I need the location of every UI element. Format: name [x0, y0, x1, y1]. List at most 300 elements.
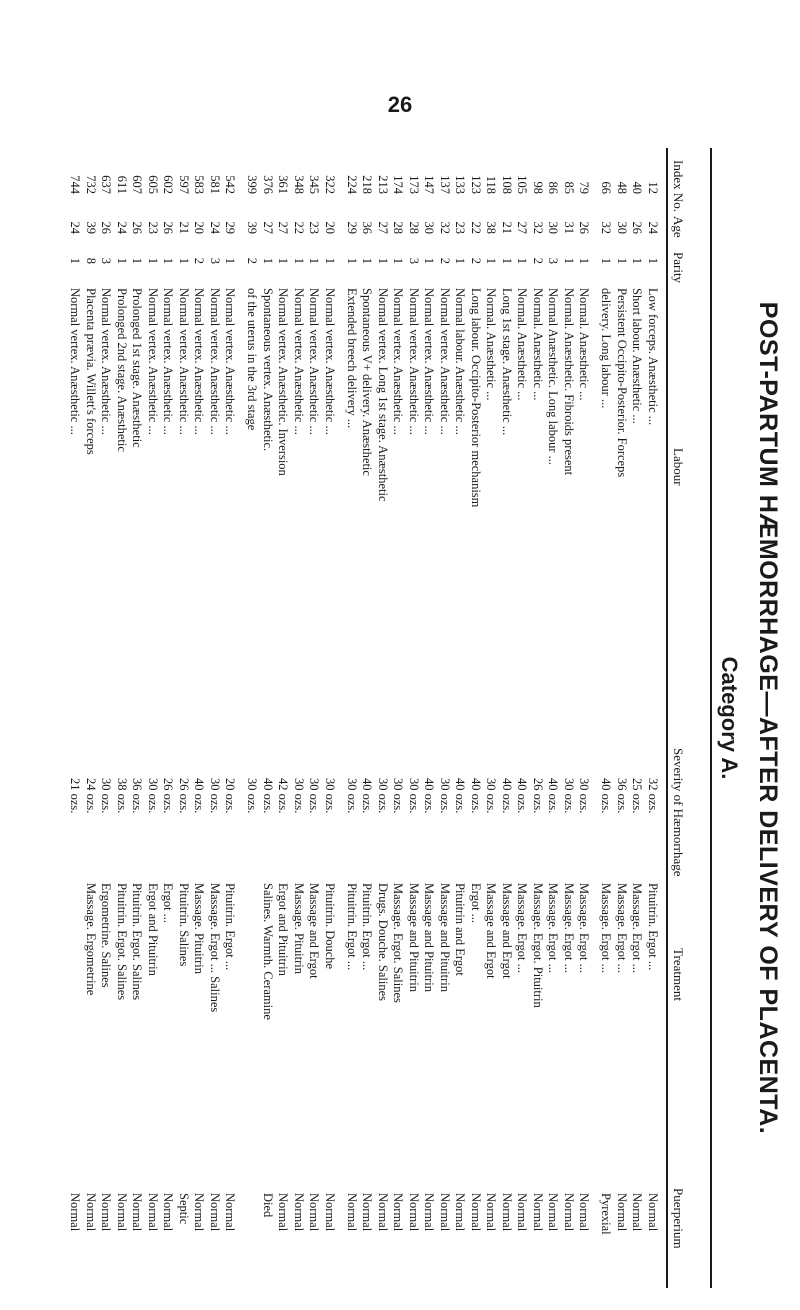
cell-treatment: Pituitrin and Ergot	[453, 883, 468, 976]
cell-labour: Normal. Anæsthetic ...	[577, 288, 592, 401]
cell-puerperium: Normal	[484, 1193, 499, 1232]
cell-age: 30	[615, 221, 629, 234]
table-row	[291, 148, 307, 1288]
cell-index: 147	[422, 175, 437, 194]
cell-labour: Normal. Anæsthetic. Fibroids present	[562, 288, 576, 476]
cell-age: 20	[323, 221, 337, 234]
header-age: Age	[671, 216, 686, 238]
cell-index: 744	[68, 175, 83, 194]
cell-parity: 1	[562, 257, 576, 264]
cell-labour: Normal vertex. Anæsthetic ...	[438, 288, 452, 435]
cell-parity: 1	[161, 257, 176, 264]
cell-treatment: Massage. Pituitrin	[292, 883, 306, 974]
cell-index: 123	[469, 175, 483, 194]
cell-age: 32	[438, 221, 452, 234]
cell-treatment: Massage. Ergot ...	[615, 883, 629, 974]
cell-treatment: Massage. Ergometrine	[84, 883, 98, 996]
cell-age: 20	[192, 221, 207, 234]
cell-parity: 1	[345, 257, 359, 264]
cell-severity: 26 ozs.	[177, 778, 191, 814]
cell-parity: 1	[646, 257, 660, 264]
cell-parity: 3	[407, 257, 421, 264]
cell-age: 30	[546, 221, 561, 234]
cell-labour: Short labour. Anæsthetic ...	[630, 288, 645, 424]
cell-index: 399	[245, 175, 260, 194]
table-row	[614, 148, 630, 1288]
cell-puerperium: Normal	[615, 1193, 629, 1232]
table-row	[359, 148, 375, 1288]
table-row	[337, 148, 359, 1288]
cell-labour: Persistent Occipito-Posterior. Forceps	[615, 288, 629, 478]
cell-age: 29	[223, 221, 238, 234]
cell-puerperium: Normal	[438, 1193, 452, 1232]
cell-treatment: Massage. Ergot ...	[515, 883, 530, 974]
cell-age: 23	[146, 221, 160, 234]
cell-labour: Normal vertex. Anæsthetic ...	[208, 288, 222, 435]
cell-puerperium: Normal	[453, 1193, 468, 1232]
cell-index: 98	[531, 181, 545, 194]
cell-labour: Normal. Anæsthetic ...	[515, 288, 530, 401]
cell-labour: Normal vertex. Long 1st stage. Anæsthetic	[376, 288, 390, 502]
cell-treatment: Ergot and Pituitrin	[276, 883, 291, 976]
cell-parity: 1	[453, 257, 468, 264]
cell-treatment: Massage. Pituitrin	[192, 883, 207, 974]
cell-labour: Normal vertex. Anæsthetic ...	[192, 288, 207, 435]
cell-parity: 1	[261, 257, 275, 264]
cell-severity: 30 ozs.	[407, 778, 421, 814]
cell-age: 32	[531, 221, 545, 234]
cell-age: 39	[84, 221, 98, 234]
cell-age: 27	[261, 221, 275, 234]
cell-age: 26	[99, 221, 114, 234]
cell-treatment: Ergot ...	[161, 883, 176, 924]
table-body	[67, 148, 660, 1288]
cell-index: 637	[99, 175, 114, 194]
table-row	[561, 148, 577, 1288]
cell-labour: Normal. Anæsthetic ...	[484, 288, 499, 401]
cell-severity: 26 ozs.	[161, 778, 176, 814]
cell-severity: 38 ozs.	[115, 778, 129, 814]
header-severity: Severity of Hæmorrhage	[671, 748, 686, 877]
cell-index: 85	[562, 181, 576, 194]
cell-puerperium: Normal	[360, 1193, 375, 1232]
cell-puerperium: Normal	[577, 1193, 592, 1232]
cell-index: 12	[646, 181, 660, 194]
table-row	[275, 148, 291, 1288]
rotated-table-sheet	[30, 148, 800, 1288]
cell-age: 27	[376, 221, 390, 234]
cell-parity: 1	[276, 257, 291, 264]
cell-age: 22	[292, 221, 306, 234]
table-row	[98, 148, 114, 1288]
table-row	[191, 148, 207, 1288]
table-row	[514, 148, 530, 1288]
cell-treatment: Massage. Ergot ...	[630, 883, 645, 974]
cell-severity: 40 ozs.	[192, 778, 207, 814]
cell-index: 597	[177, 175, 191, 194]
table-row	[437, 148, 453, 1288]
cell-index: 86	[546, 181, 561, 194]
cell-severity: 32 ozs.	[646, 778, 660, 814]
cell-age: 21	[177, 221, 191, 234]
cell-parity: 1	[391, 257, 406, 264]
table-row	[222, 148, 238, 1288]
cell-treatment: Drugs. Douche. Salines	[376, 883, 390, 1002]
table-row	[114, 148, 130, 1288]
cell-treatment: Massage and Ergot	[307, 883, 322, 979]
cell-treatment: Massage and Pituitrin	[422, 883, 437, 993]
cell-age: 26	[130, 221, 145, 234]
cell-age: 31	[562, 221, 576, 234]
cell-index: 732	[84, 175, 98, 194]
table-row	[576, 148, 592, 1288]
header-parity: Parity	[671, 252, 686, 284]
cell-index: 611	[115, 175, 129, 194]
cell-puerperium: Normal	[391, 1193, 406, 1232]
cell-treatment: Pituitrin. Ergot ...	[646, 883, 660, 971]
cell-parity: 3	[546, 257, 561, 264]
cell-index: 79	[577, 181, 592, 194]
cell-parity: 1	[292, 257, 306, 264]
cell-parity: 1	[515, 257, 530, 264]
cell-severity: 30 ozs.	[245, 778, 260, 814]
cell-age: 30	[422, 221, 437, 234]
cell-index: 137	[438, 175, 452, 194]
table-row	[238, 148, 260, 1288]
cell-age: 24	[68, 221, 83, 234]
table-row	[260, 148, 276, 1288]
table-row	[483, 148, 499, 1288]
cell-labour: Spontaneous V+ delivery. Anæsthetic	[360, 288, 375, 476]
cell-labour: Spontaneous vertex. Anæsthetic.	[261, 288, 275, 452]
table-row	[375, 148, 391, 1288]
cell-age: 28	[407, 221, 421, 234]
cell-parity: 1	[323, 257, 337, 264]
cell-age: 23	[307, 221, 322, 234]
cell-labour: Long 1st stage. Anæsthetic ...	[500, 288, 514, 436]
table-row	[421, 148, 437, 1288]
cell-age: 24	[646, 221, 660, 234]
page-number: 26	[387, 92, 413, 117]
cell-puerperium: Normal	[307, 1193, 322, 1232]
table-row	[406, 148, 422, 1288]
cell-severity: 30 ozs.	[391, 778, 406, 814]
cell-index: 118	[484, 175, 499, 194]
cell-severity: 30 ozs.	[146, 778, 160, 814]
cell-labour: Normal vertex. Anæsthetic ...	[177, 288, 191, 435]
cell-puerperium: Normal	[323, 1193, 337, 1232]
cell-index: 40	[630, 181, 645, 194]
cell-treatment: Massage and Pituitrin	[407, 883, 421, 993]
cell-puerperium: Normal	[500, 1193, 514, 1232]
cell-age: 27	[276, 221, 291, 234]
cell-severity: 30 ozs.	[438, 778, 452, 814]
cell-labour: Low forceps. Anæsthetic ...	[646, 288, 660, 426]
cell-severity: 30 ozs.	[208, 778, 222, 814]
cell-index: 322	[323, 175, 337, 194]
cell-severity: 30 ozs.	[376, 778, 390, 814]
cell-severity: 30 ozs.	[292, 778, 306, 814]
cell-labour: Normal. Anæsthetic ...	[531, 288, 545, 401]
cell-severity: 30 ozs.	[99, 778, 114, 814]
cell-treatment: Pituitrin. Ergot. Salines	[130, 883, 145, 1001]
cell-index: 174	[391, 175, 406, 194]
cell-index: 361	[276, 175, 291, 194]
cell-severity: 21 ozs.	[68, 778, 83, 814]
cell-labour: Normal vertex. Anæsthetic ...	[422, 288, 437, 435]
cell-labour: Normal vertex. Anæsthetic ...	[223, 288, 238, 435]
cell-puerperium: Normal	[192, 1193, 207, 1232]
cell-severity: 40 ozs.	[515, 778, 530, 814]
cell-severity: 30 ozs.	[562, 778, 576, 814]
cell-puerperium: Normal	[68, 1193, 83, 1232]
cell-age: 38	[484, 221, 499, 234]
cell-treatment: Massage and Pituitrin	[438, 883, 452, 993]
cell-index: 581	[208, 175, 222, 194]
cell-parity: 2	[192, 257, 207, 264]
cell-age: 22	[469, 221, 483, 234]
cell-severity: 30 ozs.	[307, 778, 322, 814]
cell-labour: Normal vertex. Anæsthetic ...	[323, 288, 337, 435]
table-row	[592, 148, 614, 1288]
cell-puerperium: Normal	[469, 1193, 483, 1232]
cell-index: 173	[407, 175, 421, 194]
cell-puerperium: Normal	[276, 1193, 291, 1232]
cell-puerperium: Normal	[630, 1193, 645, 1232]
cell-severity: 20 ozs.	[223, 778, 238, 814]
header-puerperium: Puerperium	[671, 1188, 686, 1249]
cell-parity: 1	[223, 257, 238, 264]
cell-parity: 1	[146, 257, 160, 264]
cell-treatment: Pituitrin. Salines	[177, 883, 191, 967]
cell-age: 36	[360, 221, 375, 234]
cell-parity: 1	[484, 257, 499, 264]
column-header-row	[666, 148, 712, 1288]
table-row	[145, 148, 161, 1288]
cell-severity: 40 ozs.	[422, 778, 437, 814]
cell-severity: 30 ozs.	[345, 778, 359, 814]
table-row	[306, 148, 322, 1288]
cell-treatment: Ergometrine. Salines	[99, 883, 114, 988]
cell-puerperium: Normal	[515, 1193, 530, 1232]
cell-age: 32	[599, 221, 614, 234]
cell-severity: 40 ozs.	[453, 778, 468, 814]
cell-age: 26	[577, 221, 592, 234]
table-row	[629, 148, 645, 1288]
cell-treatment: Massage and Ergot	[500, 883, 514, 979]
cell-index: 213	[376, 175, 390, 194]
cell-puerperium: Normal	[208, 1193, 222, 1232]
cell-severity: 25 ozs.	[630, 778, 645, 814]
cell-severity: 30 ozs.	[323, 778, 337, 814]
cell-age: 27	[515, 221, 530, 234]
cell-index: 605	[146, 175, 160, 194]
table-row	[67, 148, 83, 1288]
table-row	[322, 148, 338, 1288]
cell-severity: 40 ozs.	[500, 778, 514, 814]
cell-treatment: Massage. Ergot ...	[577, 883, 592, 974]
cell-labour: Normal vertex. Anæsthetic ...	[391, 288, 406, 435]
cell-index: 224	[345, 175, 359, 194]
cell-severity: 40 ozs.	[469, 778, 483, 814]
cell-puerperium: Septic	[177, 1193, 191, 1225]
cell-parity: 1	[177, 257, 191, 264]
cell-severity: 30 ozs.	[484, 778, 499, 814]
table-row	[83, 148, 99, 1288]
cell-index: 218	[360, 175, 375, 194]
cell-labour: Normal vertex. Anæsthetic ...	[68, 288, 83, 435]
cell-labour: Long labour. Occipito-Posterior mechanism	[469, 288, 483, 508]
cell-labour: Extended breech delivery ...	[345, 288, 359, 429]
cell-treatment: Pituitrin. Ergot. Salines	[115, 883, 129, 1001]
header-index: Index No.	[671, 160, 686, 212]
cell-severity: 40 ozs.	[360, 778, 375, 814]
cell-age: 28	[391, 221, 406, 234]
cell-labour: Normal vertex. Anæsthetic ...	[292, 288, 306, 435]
cell-severity: 40 ozs.	[546, 778, 561, 814]
cell-treatment: Massage. Ergot. Salines	[391, 883, 406, 1003]
cell-index: 602	[161, 175, 176, 194]
table-row	[176, 148, 192, 1288]
cell-treatment: Massage. Ergot ... Salines	[208, 883, 222, 1013]
cell-puerperium: Normal	[146, 1193, 160, 1232]
cell-parity: 1	[630, 257, 645, 264]
cell-labour: of the uterus in the 3rd stage	[245, 288, 260, 431]
cell-index: 348	[292, 175, 306, 194]
cell-severity: 42 ozs.	[276, 778, 291, 814]
cell-labour: Normal vertex. Anæsthetic ...	[407, 288, 421, 435]
cell-treatment: Massage. Ergot ...	[546, 883, 561, 974]
cell-puerperium: Normal	[562, 1193, 576, 1232]
cell-parity: 2	[531, 257, 545, 264]
cell-puerperium: Normal	[531, 1193, 545, 1232]
cell-severity: 40 ozs.	[599, 778, 614, 814]
table-row	[452, 148, 468, 1288]
cell-parity: 2	[469, 257, 483, 264]
cell-index: 583	[192, 175, 207, 194]
cell-labour: Prolonged 2nd stage. Anæsthetic	[115, 288, 129, 452]
cell-age: 24	[115, 221, 129, 234]
cell-severity: 24 ozs.	[84, 778, 98, 814]
cell-puerperium: Normal	[345, 1193, 359, 1232]
cell-puerperium: Normal	[130, 1193, 145, 1232]
cell-index: 48	[615, 181, 629, 194]
cell-treatment: Massage. Ergot ...	[562, 883, 576, 974]
cell-index: 376	[261, 175, 275, 194]
cell-labour: Normal vertex. Anæsthetic. Inversion	[276, 288, 291, 476]
cell-parity: 1	[615, 257, 629, 264]
cell-parity: 1	[376, 257, 390, 264]
cell-treatment: Ergot and Pituitrin	[146, 883, 160, 976]
cell-severity: 26 ozs.	[531, 778, 545, 814]
cell-parity: 2	[245, 257, 260, 264]
cell-index: 133	[453, 175, 468, 194]
cell-labour: Prolonged 1st stage. Anæsthetic	[130, 288, 145, 448]
cell-index: 542	[223, 175, 238, 194]
cell-parity: 8	[84, 257, 98, 264]
table-row	[499, 148, 515, 1288]
cell-puerperium: Normal	[407, 1193, 421, 1232]
cell-labour: Placenta prævia. Willett's forceps	[84, 288, 98, 455]
table-row	[530, 148, 546, 1288]
cell-parity: 1	[68, 257, 83, 264]
cell-treatment: Pituitrin. Ergot ...	[223, 883, 238, 971]
cell-parity: 1	[577, 257, 592, 264]
cell-puerperium: Normal	[99, 1193, 114, 1232]
cell-severity: 36 ozs.	[615, 778, 629, 814]
table-subtitle: Category A.	[717, 656, 742, 780]
cell-index: 345	[307, 175, 322, 194]
cell-age: 24	[208, 221, 222, 234]
cell-puerperium: Normal	[84, 1193, 98, 1232]
cell-parity: 2	[438, 257, 452, 264]
cell-puerperium: Normal	[646, 1193, 660, 1232]
cell-puerperium: Pyrexial	[599, 1193, 614, 1235]
cell-treatment: Massage. Ergot ...	[599, 883, 614, 974]
cell-parity: 3	[208, 257, 222, 264]
cell-puerperium: Normal	[292, 1193, 306, 1232]
cell-labour: delivery. Long labour ...	[599, 288, 614, 409]
cell-parity: 1	[422, 257, 437, 264]
cell-age: 39	[245, 221, 260, 234]
table-title: POST-PARTUM HÆMORRHAGE—AFTER DELIVERY OF PLACENTA.	[754, 301, 782, 1135]
cell-puerperium: Died	[261, 1193, 275, 1218]
cell-age: 26	[630, 221, 645, 234]
cell-age: 26	[161, 221, 176, 234]
cell-severity: 30 ozs.	[577, 778, 592, 814]
cell-index: 105	[515, 175, 530, 194]
cell-parity: 1	[115, 257, 129, 264]
table-row	[645, 148, 661, 1288]
cell-treatment: Pituitrin. Ergot ...	[360, 883, 375, 971]
cell-index: 66	[599, 181, 614, 194]
cell-parity: 1	[130, 257, 145, 264]
cell-treatment: Massage. Ergot. Pituitrin	[531, 883, 545, 1008]
cell-labour: Normal vertex. Anæsthetic ...	[307, 288, 322, 435]
table-row	[468, 148, 484, 1288]
cell-treatment: Pituitrin. Douche	[323, 883, 337, 970]
table-row	[207, 148, 223, 1288]
cell-treatment: Massage and Ergot	[484, 883, 499, 979]
cell-labour: Normal vertex. Anæsthetic ...	[161, 288, 176, 435]
cell-labour: Normal Anæsthetic. Long labour ...	[546, 288, 561, 466]
cell-severity: 40 ozs.	[261, 778, 275, 814]
cell-treatment: Ergot ...	[469, 883, 483, 924]
cell-labour: Normal labour. Anæsthetic ...	[453, 288, 468, 435]
cell-puerperium: Normal	[115, 1193, 129, 1232]
cell-labour: Normal vertex. Anæsthetic ...	[146, 288, 160, 435]
table-row	[160, 148, 176, 1288]
cell-puerperium: Normal	[376, 1193, 390, 1232]
cell-index: 607	[130, 175, 145, 194]
cell-age: 21	[500, 221, 514, 234]
table-row	[129, 148, 145, 1288]
cell-severity: 36 ozs.	[130, 778, 145, 814]
cell-index: 108	[500, 175, 514, 194]
table-row	[545, 148, 561, 1288]
cell-parity: 1	[500, 257, 514, 264]
cell-parity: 3	[99, 257, 114, 264]
cell-puerperium: Normal	[422, 1193, 437, 1232]
table-row	[390, 148, 406, 1288]
cell-puerperium: Normal	[161, 1193, 176, 1232]
cell-parity: 1	[599, 257, 614, 264]
cell-age: 29	[345, 221, 359, 234]
cell-parity: 1	[307, 257, 322, 264]
cell-treatment: Pituitrin. Ergot ...	[345, 883, 359, 971]
cell-puerperium: Normal	[546, 1193, 561, 1232]
header-labour: Labour	[671, 448, 686, 486]
